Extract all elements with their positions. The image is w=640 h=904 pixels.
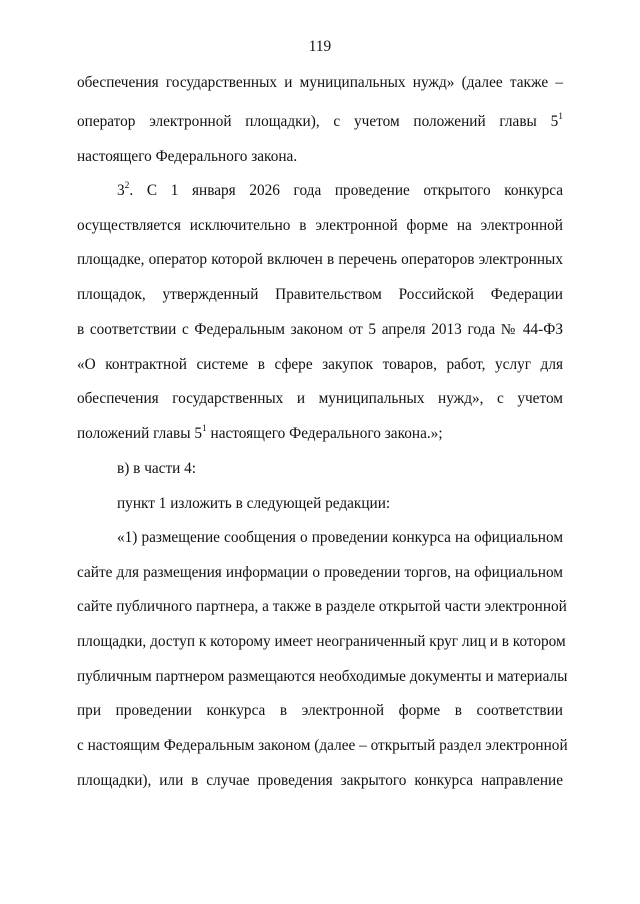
text-line [77,111,563,133]
text-span: площадок, утвержденный Правительством Российской Федерации [77,286,563,303]
text-span: в) в части 4: [117,460,197,477]
text-span: положений главы 5 [77,425,202,442]
superscript: 1 [201,423,207,434]
text-line [77,319,563,341]
text-span: . С 1 января 2026 года проведение открытого конкурса [129,182,563,199]
text-line [77,562,563,584]
text-span: с настоящим Федеральным законом (далее – открытый раздел электронной [77,737,568,754]
text-span: оператор электронной площадки), с учетом положений главы 5 [77,113,559,130]
text-line [77,423,563,445]
text-span: при проведении конкурса в электронной форме в соответствии [77,702,563,719]
text-line [77,284,563,306]
text-span: обеспечения государственных и муниципальных нужд», с учетом [77,390,563,407]
text-span: сайте публичного партнера, а также в разделе открытой части электронной [77,598,567,615]
text-span: осуществляется исключительно в электронной форме на электронной [77,217,563,234]
text-line [77,770,563,792]
text-line [77,666,568,688]
text-span: публичным партнером размещаются необходимые документы и материалы [77,668,568,685]
text-line [117,527,563,549]
text-line [77,631,566,653]
text-span: настоящего Федерального закона.»; [206,425,443,442]
text-line [77,700,563,722]
text-span: 3 [117,182,125,199]
text-line [77,72,563,94]
text-span: сайте для размещения информации о проведении торгов, на официальном [77,564,563,581]
text-span: настоящего Федерального закона. [77,148,298,165]
text-line [117,458,563,480]
text-line [77,354,563,376]
superscript: 2 [124,180,130,191]
text-line [77,215,563,237]
text-line [77,146,563,168]
text-span: пункт 1 изложить в следующей редакции: [117,495,391,512]
text-span: «1) размещение сообщения о проведении конкурса на официальном [117,529,563,546]
text-line [117,493,563,515]
text-line [77,735,568,757]
text-line [77,249,563,271]
text-line [117,180,563,202]
page-number: 119 [308,38,332,55]
text-span: площадке, оператор которой включен в перечень операторов электронных [77,251,563,268]
text-span: обеспечения государственных и муниципальных нужд» (далее также – [77,74,563,91]
text-line [77,388,563,410]
text-line [77,596,567,618]
superscript: 1 [558,111,563,122]
text-span: в соответствии с Федеральным законом от 5 апреля 2013 года № 44-ФЗ [77,321,563,338]
text-span: площадки), или в случае проведения закрытого конкурса направление [77,772,563,789]
text-span: «О контрактной системе в сфере закупок товаров, работ, услуг для [77,356,563,373]
text-span: площадки, доступ к которому имеет неограниченный круг лиц и в котором [77,633,566,650]
